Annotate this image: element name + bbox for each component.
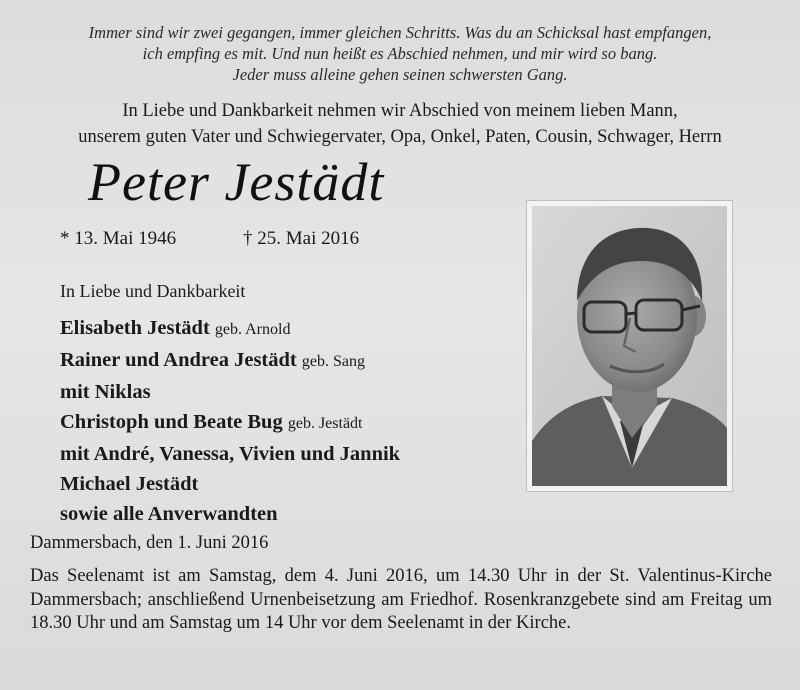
mourner-name: mit André, Vanessa, Vivien und Jannik: [60, 443, 401, 465]
poem-line: ich empfing es mit. Und nun heißt es Abschied nehmen, und mir wird so bang.: [142, 44, 658, 63]
mourner-entry: [60, 499, 400, 529]
place-date: Dammersbach, den 1. Juni 2016: [30, 533, 269, 553]
portrait-photo: [527, 201, 732, 491]
poem-line: Jeder muss alleine gehen seinen schwersten Gang.: [232, 65, 568, 84]
intro-line: unserem guten Vater und Schwiegervater, Opa, Onkel, Paten, Cousin, Schwager, Herrn: [78, 127, 722, 147]
intro-text: [20, 98, 780, 150]
mourner-entry: [60, 407, 400, 439]
mourner-name: Christoph und Beate Bug: [60, 411, 283, 433]
mourner-name: Michael Jestädt: [60, 473, 199, 495]
death-date: † 25. Mai 2016: [243, 228, 360, 249]
mourner-entry: [60, 469, 400, 499]
mourner-name: sowie alle Anverwandten: [60, 503, 278, 525]
poem-line: Immer sind wir zwei gegangen, immer gleichen Schritts. Was du an Schicksal hast empfangen,: [88, 23, 712, 42]
mourners-list: [60, 313, 400, 529]
mourner-nee: geb. Arnold: [214, 321, 291, 338]
mourner-nee: geb. Sang: [301, 353, 365, 370]
mourner-entry: [60, 313, 400, 345]
mourner-name: Rainer und Andrea Jestädt: [60, 349, 297, 371]
deceased-name: Peter Jestädt: [88, 152, 385, 212]
mourner-entry: [60, 377, 400, 407]
mourner-entry: [60, 439, 400, 469]
thanks-line: In Liebe und Dankbarkeit: [60, 281, 246, 301]
poem: [20, 22, 780, 85]
service-notice: Das Seelenamt ist am Samstag, dem 4. Juni 2016, um 14.30 Uhr in der St. Valentinus-Kirche Dammersbach; anschließend Urnenbeisetzung am Friedhof. Rosenkranzgebete sind am Freitag um 18.30 Uhr und am Samstag um 14 Uhr vor dem Seelenamt in der Kirche.: [30, 566, 772, 633]
mourner-name: mit Niklas: [60, 381, 151, 403]
intro-line: In Liebe und Dankbarkeit nehmen wir Abschied von meinem lieben Mann,: [122, 101, 678, 121]
birth-date: * 13. Mai 1946: [60, 228, 177, 249]
mourner-entry: [60, 345, 400, 377]
portrait-image: [532, 206, 727, 486]
mourner-nee: geb. Jestädt: [287, 415, 363, 432]
mourner-name: Elisabeth Jestädt: [60, 317, 210, 339]
